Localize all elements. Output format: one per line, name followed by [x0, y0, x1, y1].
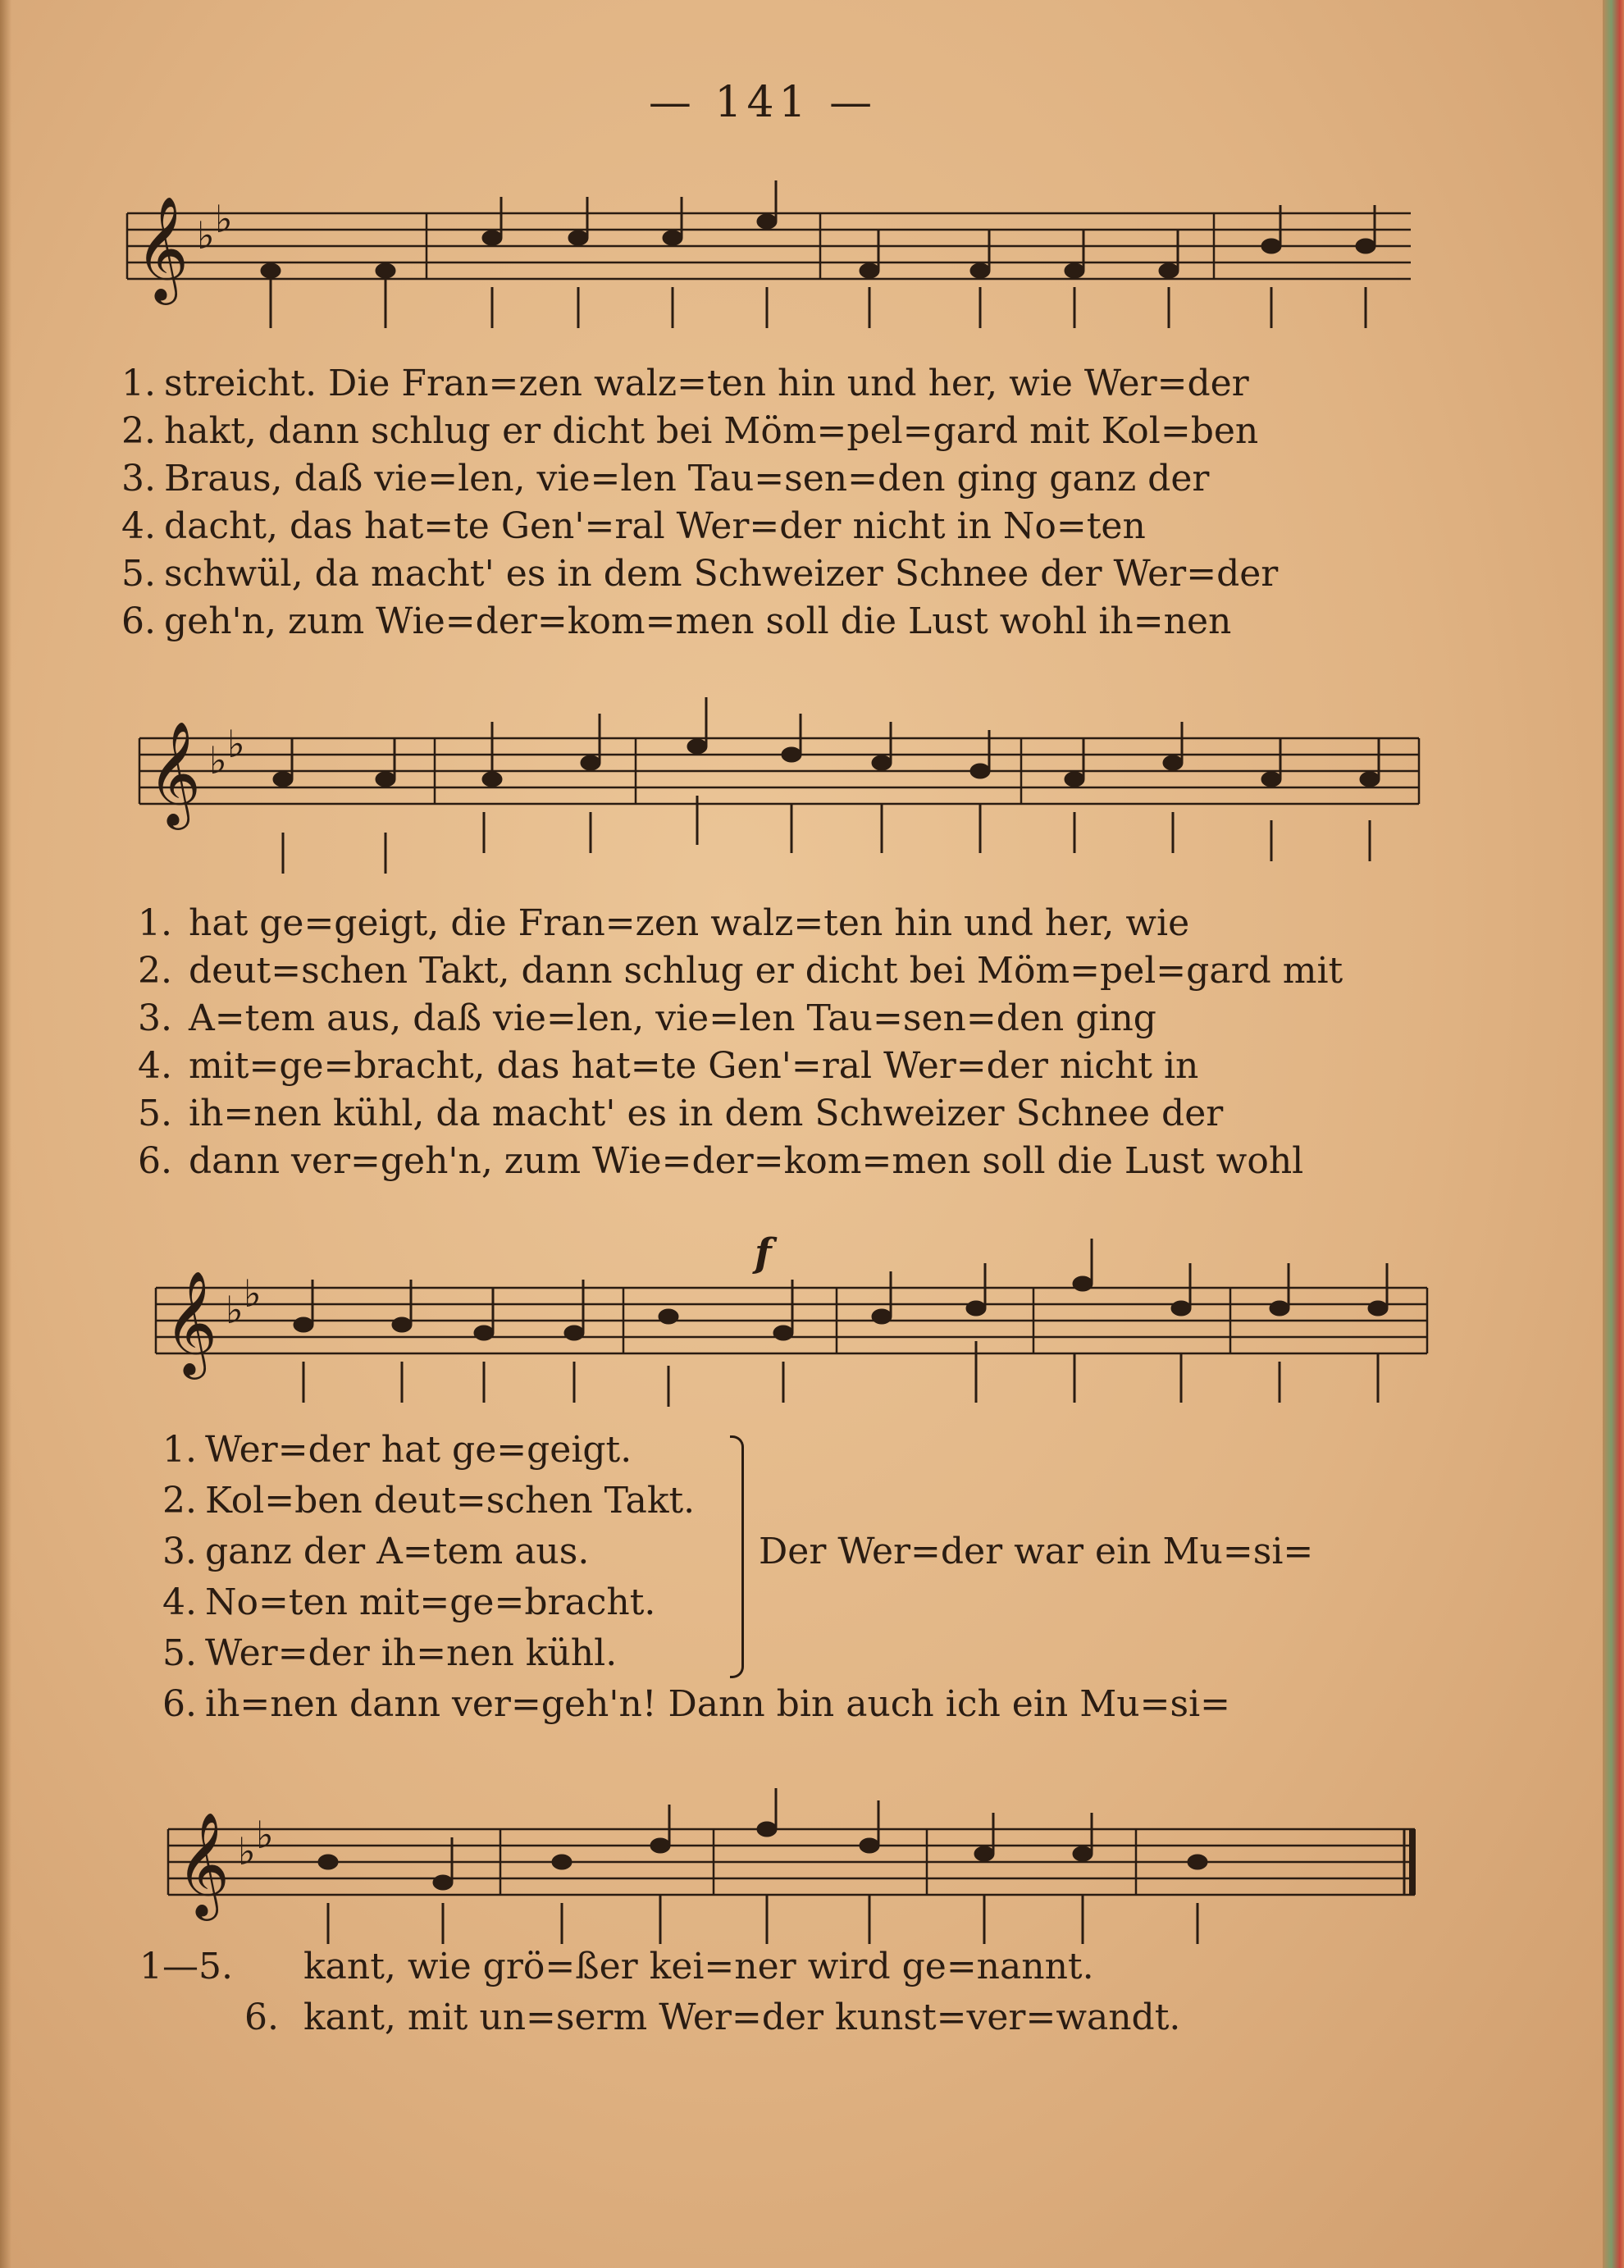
svg-text:𝄞: 𝄞: [164, 1270, 218, 1375]
music-system-3: f 𝄞 ♭ ♭ 1. Wer=der hat ge=geigt. 2. Kol=ben deut=schen Takt. 3. ganz der A=tem aus. 4. No=ten mit=ge=bracht. 5. Wer=der ih=nen kühl. Der Wer=der war ein Mu=si= 6. ih=nen dann ver=geh'n! Dann bin auch ich ein Mu=si=: [0, 1230, 1624, 1739]
svg-text:𝄞: 𝄞: [135, 195, 189, 300]
svg-text:♭: ♭: [209, 738, 227, 783]
svg-text:♭: ♭: [256, 1813, 274, 1857]
music-staff-1: [0, 164, 1624, 361]
svg-text:♭: ♭: [238, 1829, 256, 1873]
refrain-line: Der Wer=der war ein Mu=si=: [759, 1531, 1314, 1572]
svg-text:♭: ♭: [227, 722, 245, 766]
svg-text:♭: ♭: [244, 1271, 262, 1316]
svg-text:♭: ♭: [215, 197, 233, 241]
forte-marking: f: [755, 1230, 772, 1276]
music-staff-2: [0, 689, 1624, 902]
page-number: — 141 —: [648, 78, 878, 127]
svg-text:♭: ♭: [197, 213, 215, 258]
svg-text:𝄞: 𝄞: [148, 720, 202, 825]
music-staff-4: [0, 1780, 1624, 1960]
svg-text:♭: ♭: [226, 1288, 244, 1332]
music-system-1: 𝄞 ♭ ♭ 1. streicht. Die Fran=zen walz=ten hin und her, wie Wer=der 2. hakt, dann schlug er dicht bei Möm=pel=gard mit Kol=ben 3. Braus, daß vie=len, vie=len Tau=sen=den ging ganz der 4. dacht, das hat=te Gen'=ral Wer=der nicht in No=ten 5. schwül, da macht' es in dem Schweizer Schnee der Wer=der 6. geh'n, zum Wie=der=kom=men soll die Lust wohl ih=nen: [0, 164, 1624, 656]
verse-brace: [730, 1435, 744, 1678]
music-staff-3: [0, 1230, 1624, 1427]
music-system-2: 𝄞 ♭ ♭ 1. hat ge=geigt, die Fran=zen walz=ten hin und her, wie 2. deut=schen Takt, dann schlug er dicht bei Möm=pel=gard mit 3. A=tem aus, daß vie=len, vie=len Tau=sen=den ging 4. mit=ge=bracht, das hat=te Gen'=ral Wer=der nicht in 5. ih=nen kühl, da macht' es in dem Schweizer Schnee der 6. dann ver=geh'n, zum Wie=der=kom=men soll die Lust wohl: [0, 689, 1624, 1181]
svg-text:𝄞: 𝄞: [176, 1811, 230, 1916]
music-system-4: 𝄞 ♭ ♭ 1—5. kant, wie grö=ßer kei=ner wird ge=nannt. 6. kant, mit un=serm Wer=der kunst=ver=wandt.: [0, 1780, 1624, 2124]
